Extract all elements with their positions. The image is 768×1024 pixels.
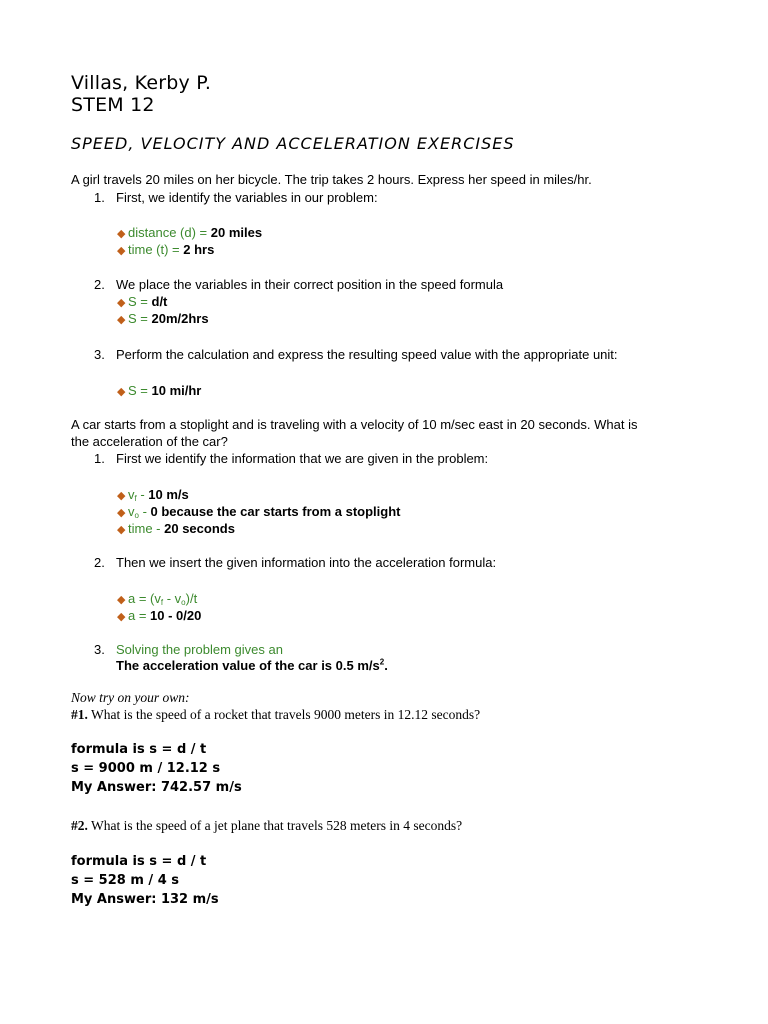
problem2-statement-line1: A car starts from a stoplight and is traveling with a velocity of 10 m/sec east in 20 seconds. What is: [71, 417, 638, 432]
answer2-result: My Answer: 132 m/s: [71, 892, 219, 907]
page-title: SPEED, VELOCITY AND ACCELERATION EXERCISES: [71, 134, 515, 153]
bullet-time: ◆ time (t) = 2 hrs: [117, 242, 215, 257]
answer1-formula: formula is s = d / t: [71, 742, 207, 757]
diamond-bullet-icon: ◆: [117, 611, 126, 623]
problem1-step-1: 1. First, we identify the variables in our problem:: [94, 190, 378, 205]
diamond-bullet-icon: ◆: [117, 386, 126, 398]
diamond-bullet-icon: ◆: [117, 524, 126, 536]
problem2-step-1: 1. First we identify the information that we are given in the problem:: [94, 451, 489, 466]
problem1-step-2: 2. We place the variables in their correct position in the speed formula: [94, 277, 504, 292]
problem2-step-3: 3. Solving the problem gives an: [94, 642, 283, 657]
bullet-speed-formula: ◆ S = d/t: [117, 294, 168, 309]
practice-question-2: #2. What is the speed of a jet plane that travels 528 meters in 4 seconds?: [71, 818, 463, 833]
answer1-substitution: s = 9000 m / 12.12 s: [71, 761, 221, 776]
student-section: STEM 12: [71, 94, 155, 116]
bullet-final-velocity: ◆ $v_f - 10$ m/s: [117, 487, 189, 503]
problem2-statement-line2: the acceleration of the car?: [71, 434, 228, 449]
answer2-substitution: s = 528 m / 4 s: [71, 873, 179, 888]
problem1-step-3: 3. Perform the calculation and express the resulting speed value with the appropriate unit:: [94, 347, 618, 362]
practice-question-1: #1. What is the speed of a rocket that travels 9000 meters in 12.12 seconds?: [71, 707, 481, 722]
practice-intro: Now try on your own:: [71, 690, 190, 705]
diamond-bullet-icon: ◆: [117, 245, 126, 257]
bullet-acceleration-substituted: ◆ a = 10 - 0/20: [117, 608, 202, 623]
problem1-statement: A girl travels 20 miles on her bicycle. The trip takes 2 hours. Express her speed in miles/hr.: [71, 172, 592, 187]
diamond-bullet-icon: ◆: [117, 228, 126, 240]
answer1-result: My Answer: 742.57 m/s: [71, 780, 242, 795]
bullet-time: ◆ time - 20 seconds: [117, 521, 235, 536]
diamond-bullet-icon: ◆: [117, 314, 126, 326]
bullet-speed-substituted: ◆ S = 20m/2hrs: [117, 311, 209, 326]
diamond-bullet-icon: ◆: [117, 297, 126, 309]
diamond-bullet-icon: ◆: [117, 490, 126, 502]
bullet-distance: ◆ distance (d) = 20 miles: [117, 225, 263, 240]
bullet-speed-result: ◆ S = 10 mi/hr: [117, 383, 202, 398]
answer2-formula: formula is s = d / t: [71, 854, 207, 869]
diamond-bullet-icon: ◆: [117, 594, 126, 606]
diamond-bullet-icon: ◆: [117, 507, 126, 519]
problem2-result: The acceleration value of the car is 0.5 $m/s^2$.: [116, 658, 388, 674]
bullet-initial-velocity: ◆ $v_o - 0$ because the car starts from a stoplight: [117, 504, 401, 520]
problem2-step-2: 2. Then we insert the given information into the acceleration formula:: [94, 555, 497, 570]
student-name: Villas, Kerby P.: [71, 72, 212, 94]
bullet-acceleration-formula: ◆ $a = (v_f - v_o)/t$: [117, 591, 198, 607]
